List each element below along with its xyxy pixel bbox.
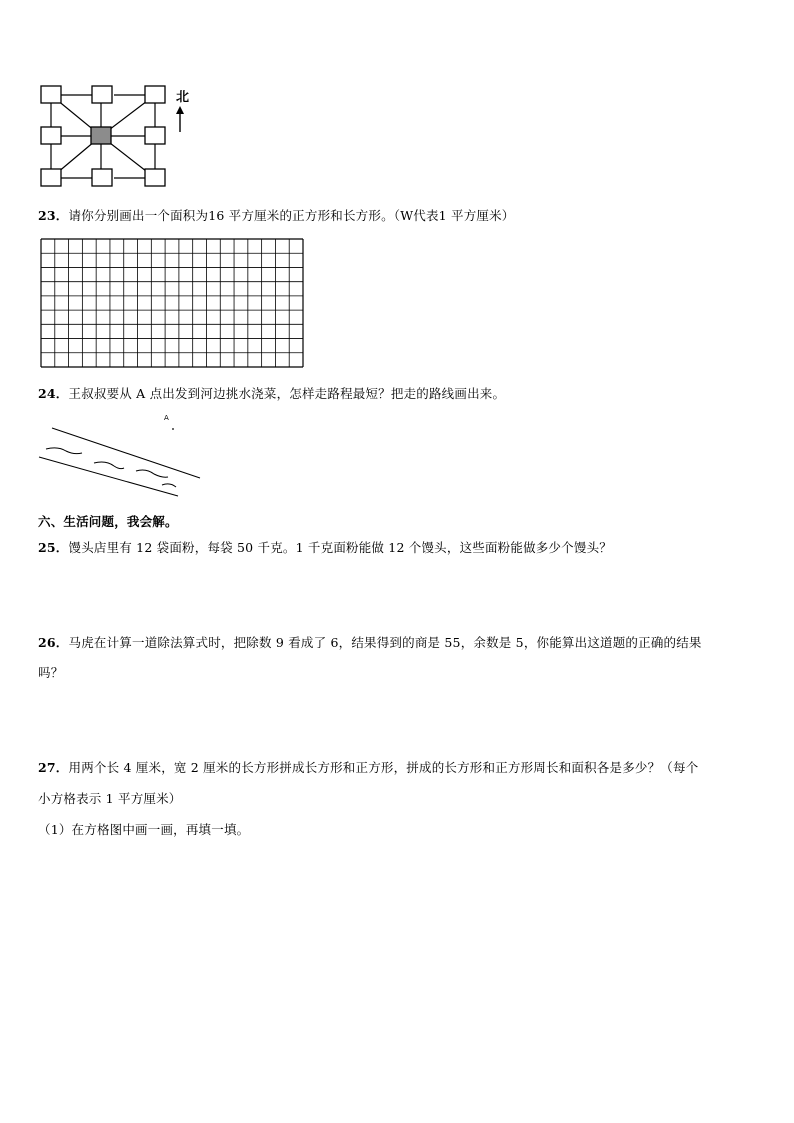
question-26-number: 26． xyxy=(38,635,69,650)
question-26-line-1 xyxy=(38,635,702,651)
question-24-number: 24． xyxy=(38,386,69,401)
question-23-number: 23． xyxy=(38,208,69,223)
map-box-south xyxy=(92,169,112,186)
map-box-east xyxy=(145,127,165,144)
question-27-text-line-1: 用两个长 4 厘米，宽 2 厘米的长方形拼成长方形和正方形，拼成的长方形和正方形周长和面积各是多少？（每个 xyxy=(68,760,699,775)
question-25 xyxy=(38,540,612,556)
north-arrow-icon xyxy=(176,106,184,132)
point-a-dot xyxy=(172,428,174,430)
map-box-west xyxy=(41,127,61,144)
question-23-text: 请你分别画出一个面积为16 平方厘米的正方形和长方形。（W代表1 平方厘米） xyxy=(68,208,515,223)
question-24 xyxy=(38,386,505,402)
direction-map-diagram xyxy=(38,82,198,190)
north-label: 北 xyxy=(176,90,190,105)
question-27-line-2: 小方格表示 1 平方厘米） xyxy=(38,791,182,806)
question-24-text: 王叔叔要从 A 点出发到河边挑水浇菜，怎样走路程最短？把走的路线画出来。 xyxy=(68,386,506,401)
river-wave-3 xyxy=(136,470,168,477)
map-box-southwest xyxy=(41,169,61,186)
question-27-number: 27． xyxy=(38,760,69,775)
question-27-sub-1: （1）在方格图中画一画，再填一填。 xyxy=(38,822,250,837)
question-25-number: 25． xyxy=(38,540,69,555)
river-wave-2 xyxy=(94,462,124,469)
map-box-center xyxy=(91,127,111,144)
river-wave-1 xyxy=(46,448,82,454)
map-box-southeast xyxy=(145,169,165,186)
square-grid-q23[interactable] xyxy=(40,238,304,368)
map-box-northeast xyxy=(145,86,165,103)
section-6-heading: 六、生活问题，我会解。 xyxy=(38,514,178,529)
map-box-north xyxy=(92,86,112,103)
question-23 xyxy=(38,208,515,224)
river-wave-4 xyxy=(162,484,176,487)
question-25-text: 馒头店里有 12 袋面粉，每袋 50 千克。1 千克面粉能做 12 个馒头，这些面粉能做多少个馒头？ xyxy=(68,540,612,555)
river-bank-upper xyxy=(52,428,200,478)
question-26-line-2: 吗？ xyxy=(38,665,64,680)
question-26-text-line-1: 马虎在计算一道除法算式时，把除数 9 看成了 6，结果得到的商是 55，余数是 5，你能算出这道题的正确的结果 xyxy=(68,635,702,650)
point-a-label: A xyxy=(164,414,169,422)
river-diagram[interactable] xyxy=(36,408,206,498)
map-box-northwest xyxy=(41,86,61,103)
question-27-line-1 xyxy=(38,760,698,776)
